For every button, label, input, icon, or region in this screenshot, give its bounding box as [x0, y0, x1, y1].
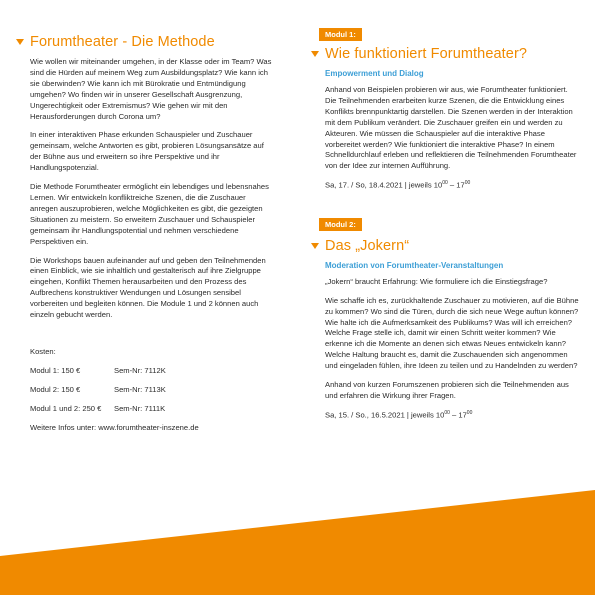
- modul2-subtitle: Moderation von Forumtheater-Veranstaltungen: [325, 260, 504, 270]
- modul2-paragraph: Wie schaffe ich es, zurückhaltende Zuschauer zu motivieren, auf die Bühne zu kommen? Wo sind die Türen, durch die sich neue Wege auftun können? Wie halte ich die Aufmerksamkeit des Publikums? Was will ich erreichen? Welche Frage stelle ich, damit wir einen Schritt weiter kommen? Wie erkenne ich die Momente an denen sich etwas Neues entwickeln kann? Welche Haltung braucht es, damit die Zuschauenden sich angenommen und eingeladen fühlen, ihre Ideen zu teilen und zu Handelnden zu werden?: [325, 295, 579, 371]
- kosten-section: [30, 347, 274, 414]
- modul2-paragraph: „Jokern“ braucht Erfahrung: Wie formuliere ich die Einstiegsfrage?: [325, 276, 548, 286]
- modul1-text: Anhand von Beispielen probieren wir aus, wie Forumtheater funktioniert. Die Teilnehmenden erarbeiten kurze Szenen, die die Entwicklung eines Konflikts brennpunktartig darstellen. Die Szenen werden in der Interaktion mit dem Publikum verändert. Die Zuschauer greifen ein und werden zu Akteuren. Wie müssen die Schauspieler auf die interaktive Phase vorbereitet werden? Wie funktioniert die interaktive Phase? In einem Schnelldurchlauf erleben und reflektieren die Teilnehmenden Forumtheater von der Idee zur internen Aufführung.: [325, 85, 577, 171]
- left-paragraph: Die Workshops bauen aufeinander auf und geben den Teilnehmenden einen Einblick, wie sie inhaltlich und gestalterisch auf ihre Zielgruppe eingehen, Konflikt Themen herausarbeiten und den Prozess des Aufbrechens konstruktiver Wendungen und Lösungen sensibel vorbereiten und begleiten können. Die Module 1 und 2 können auch einzeln gebucht werden.: [30, 255, 266, 320]
- modul2-section: [311, 214, 581, 420]
- left-body: [16, 57, 274, 432]
- kosten-modul: Modul 1: 150 €: [30, 365, 81, 375]
- modul2-paragraph: Anhand von kurzen Forumszenen probieren sich die Teilnehmenden aus und erfahren die Wirkung ihrer Fragen.: [325, 380, 569, 400]
- modul2-badge: Modul 2:: [319, 218, 362, 231]
- left-column: [16, 0, 274, 432]
- left-title: Forumtheater - Die Methode: [30, 34, 215, 50]
- caret-down-icon: [16, 39, 24, 45]
- modul1-title: Wie funktioniert Forumtheater?: [325, 46, 528, 62]
- kosten-row: [30, 366, 274, 376]
- modul1-date: Sa, 17. / So, 18.4.2021 | jeweils $10^{00} - 17^{00}$: [325, 180, 471, 190]
- modul1-badge: Modul 1:: [319, 28, 362, 41]
- caret-down-icon: [311, 51, 319, 57]
- kosten-sem: Sem-Nr: 7113K: [114, 384, 166, 394]
- kosten-label: Kosten:: [30, 346, 56, 356]
- info-link[interactable]: Weitere Infos unter: www.forumtheater-inszene.de: [30, 422, 199, 432]
- left-paragraph: In einer interaktiven Phase erkunden Schauspieler und Zuschauer gemeinsam, welche Antworten es gibt, probieren Lösungsansätze auf der Bühne aus und erweitern so ihre Perspektive und ihr Handlungspotenzial.: [30, 130, 264, 173]
- left-paragraph: Wie wollen wir miteinander umgehen, in der Klasse oder im Team? Was sind die Hürden auf meinem Weg zum Ausbildungsplatz? Wie kann ich sie überwinden? Wie kann ich mit Bürokratie und Entmündigung umgehen? Wo finden wir in unserer Gesellschaft Ausgrenzung, Ungerechtigkeit oder Extremismus? Wie gehen wir mit den Herausforderungen durch Corona um?: [30, 57, 272, 121]
- kosten-label-row: [30, 347, 274, 357]
- modul2-heading: [311, 238, 581, 254]
- left-heading: [16, 34, 274, 50]
- modul1-section: [311, 24, 581, 190]
- modul1-subtitle: Empowerment und Dialog: [325, 69, 424, 78]
- kosten-sem: Sem-Nr: 7111K: [114, 403, 166, 413]
- kosten-sem: Sem-Nr: 7112K: [114, 365, 166, 375]
- kosten-row: [30, 404, 274, 414]
- left-paragraph: Die Methode Forumtheater ermöglicht ein lebendiges und lebensnahes Lernen. Wir entwickeln konfliktreiche Szenen, die die Zuschauer anregen auszuprobieren, welche Möglichkeiten es gibt, die gezeigten Situationen zu meistern. So erweitern Zuschauer und Schauspieler gemeinsam ihr Handlungspotential und nehmen verschiedene Perspektiven ein.: [30, 182, 269, 246]
- caret-down-icon: [311, 243, 319, 249]
- kosten-row: [30, 385, 274, 395]
- modul2-date: Sa, 15. / So., 16.5.2021 | jeweils $10^{00} - 17^{00}$: [325, 409, 473, 420]
- right-column: [311, 0, 581, 419]
- kosten-modul: Modul 2: 150 €: [30, 384, 81, 394]
- kosten-modul: Modul 1 und 2: 250 €: [30, 403, 102, 413]
- modul1-heading: [311, 46, 581, 62]
- modul2-title: Das „Jokern“: [325, 237, 410, 254]
